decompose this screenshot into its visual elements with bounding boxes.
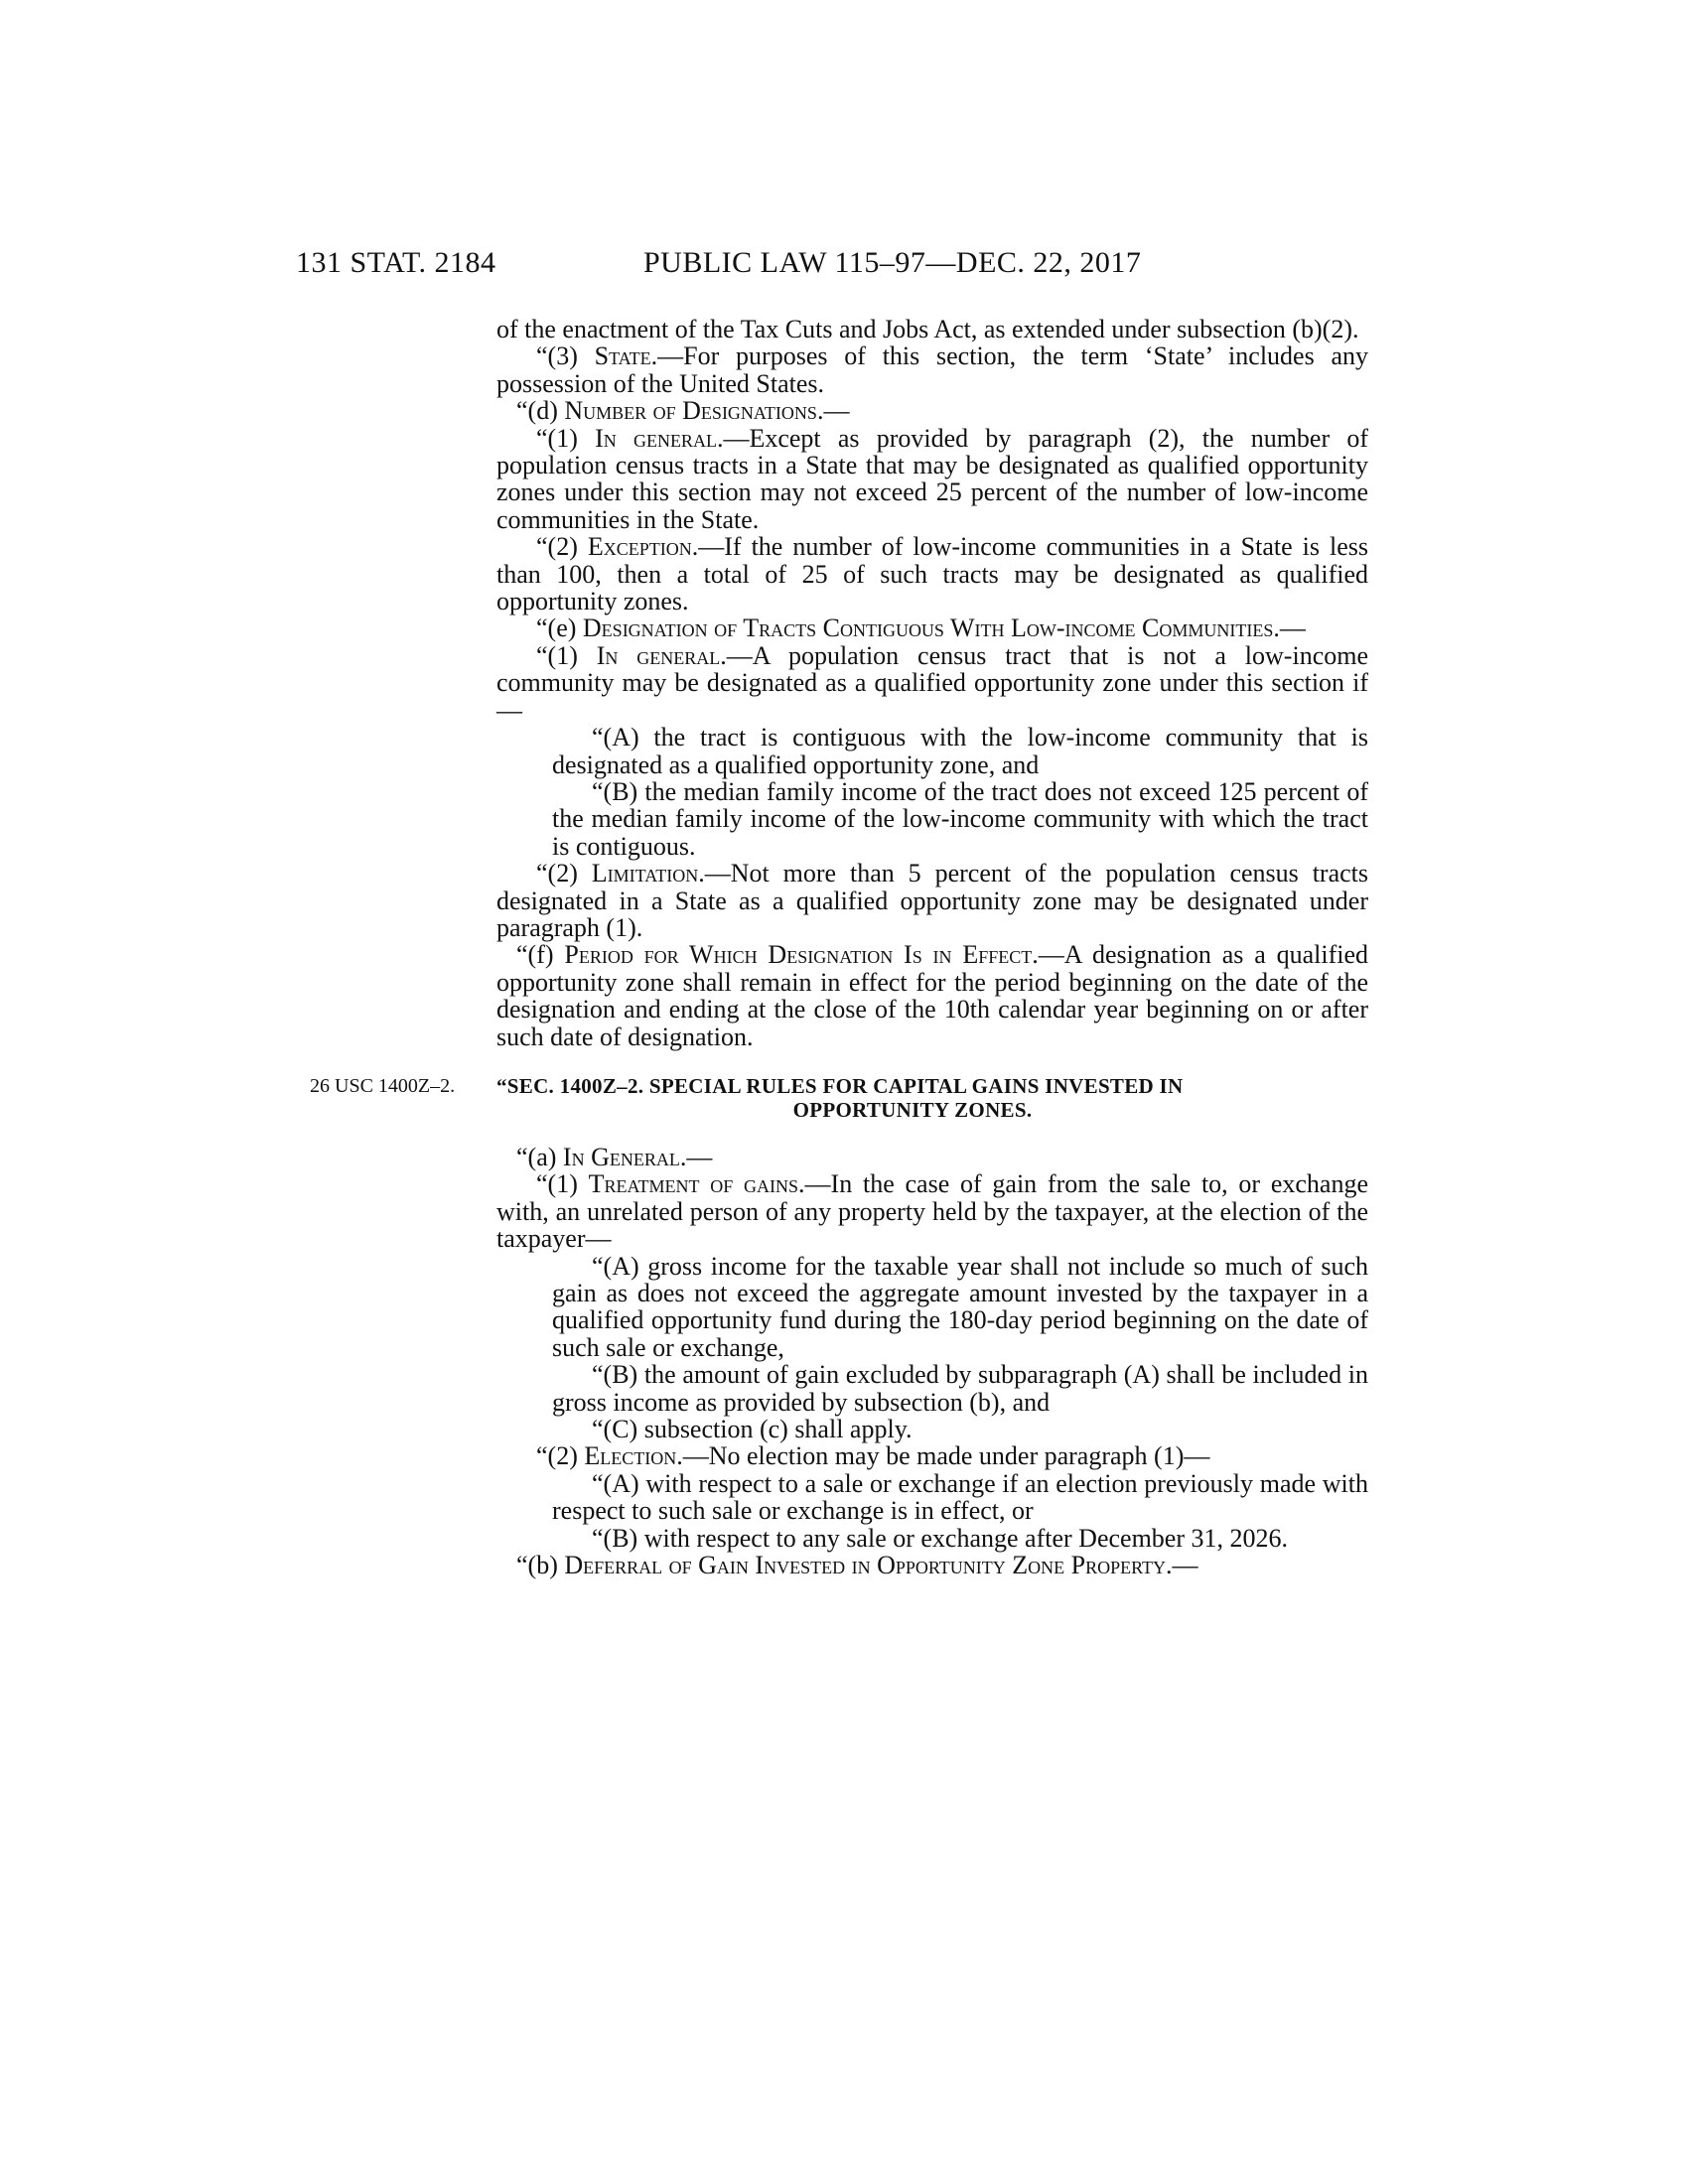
paragraph-e1: “(1) In general.—A population census tract that is not a low-income community may be designated as a qualified opportunity zone under this section if—: [496, 640, 1368, 725]
page-header: [296, 246, 1368, 286]
statute-body: [310, 315, 1369, 1580]
statute-page-number: 131 STAT. 2184: [296, 246, 496, 279]
paragraph-d1: “(1) In general.—Except as provided by paragraph (2), the number of population census tracts in a State that may be designated as qualified opportunity zones under this section may not exceed 25 percent of the number of low-income communities in the State.: [496, 423, 1368, 534]
subparagraph-e1B: “(B) the median family income of the tract does not exceed 125 percent of the median family income of the low-income community with which the tract is contiguous.: [552, 776, 1368, 861]
paragraph-d2: “(2) Exception.—If the number of low-income communities in a State is less than 100, then a total of 25 of such tracts may be designated as qualified opportunity zones.: [496, 532, 1368, 616]
subparagraph-e1A: “(A) the tract is contiguous with the low-income community that is designated as a qualified opportunity zone, and: [552, 723, 1368, 779]
heading-state: State: [594, 341, 651, 371]
subparagraph-a2A: “(A) with respect to a sale or exchange if an election previously made with respect to such sale or exchange is in effect, or: [552, 1468, 1368, 1526]
subsection-e-heading: “(e) Designation of Tracts Contiguous With Low-income Communities.—: [536, 614, 1306, 643]
subsection-d-heading: “(d) Number of Designations.—: [516, 396, 850, 426]
subparagraph-a1A: “(A) gross income for the taxable year shall not include so much of such gain as does not exceed the aggregate amount invested by the taxpayer in a qualified opportunity fund during the 180-day period beginning on the date of such sale or exchange,: [552, 1251, 1368, 1362]
section-heading: [310, 1073, 1368, 1122]
subsection-a-heading: “(a) In General.—: [516, 1142, 713, 1171]
paragraph-a1: “(1) Treatment of gains.—In the case of gain from the sale to, or exchange with, an unrelated person of any property held by the taxpayer, at the election of the taxpayer—: [496, 1169, 1369, 1254]
paragraph-e2: “(2) Limitation.—Not more than 5 percent of the population census tracts designated in a State as a qualified opportunity zone may be designated under paragraph (1).: [496, 859, 1368, 942]
subparagraph-a1B: “(B) the amount of gain excluded by subparagraph (A) shall be included in gross income as provided by subsection (b), and: [552, 1360, 1368, 1417]
paragraph-a2: “(2) Election.—No election may be made under paragraph (1)—: [536, 1441, 1210, 1471]
subsection-b-heading: “(b) Deferral of Gain Invested in Opportunity Zone Property.—: [516, 1551, 1198, 1580]
margin-citation: 26 USC 1400Z–2.: [310, 1074, 456, 1097]
subparagraph-a1C: “(C) subsection (c) shall apply.: [592, 1415, 913, 1444]
subsection-f: “(f) Period for Which Designation Is in Effect.—A designation as a qualified opportunity zone shall remain in effect for the period beginning on the date of the designation and ending at the close of the 10th calendar year beginning on or after such date of designation.: [496, 940, 1368, 1051]
section-title-line-1: “SEC. 1400Z–2. SPECIAL RULES FOR CAPITAL GAINS INVESTED IN: [496, 1073, 1184, 1098]
public-law-heading: PUBLIC LAW 115–97—DEC. 22, 2017: [643, 246, 1142, 279]
paragraph-c3: “(3) State.—For purposes of this section, the term ‘State’ includes any possession of the United States.: [496, 341, 1369, 398]
subparagraph-a2B: “(B) with respect to any sale or exchange after December 31, 2026.: [592, 1523, 1288, 1553]
section-title-line-2: OPPORTUNITY ZONES.: [792, 1097, 1033, 1122]
paragraph-continuation: of the enactment of the Tax Cuts and Jobs Act, as extended under subsection (b)(2).: [496, 315, 1359, 343]
